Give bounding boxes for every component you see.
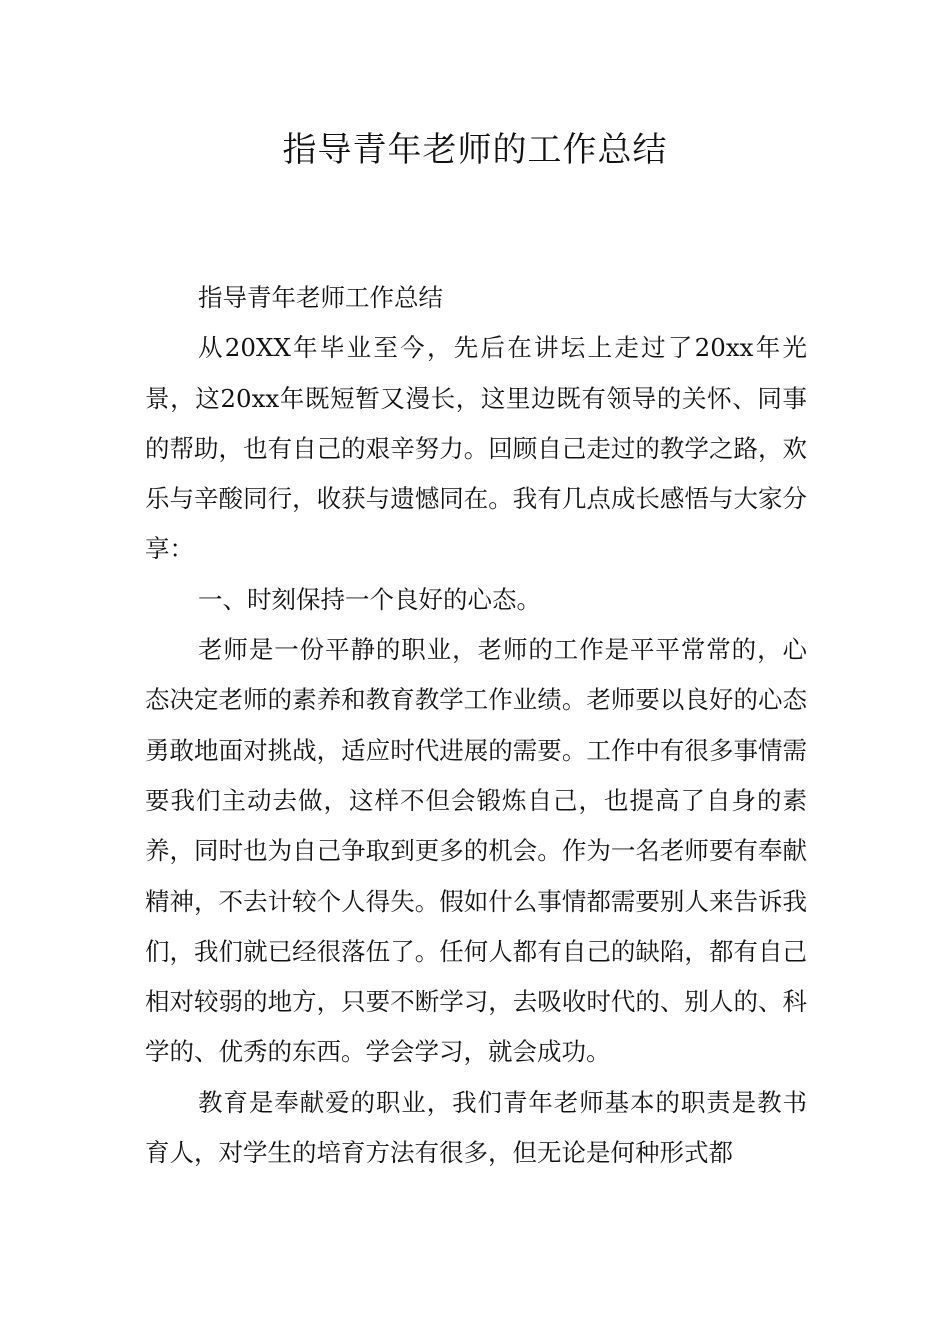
document-title: 指导青年老师的工作总结 [282,130,668,170]
paragraph-intro: 从20XX年毕业至今，先后在讲坛上走过了20xx年光景，这20xx年既短暂又漫长，这里边既有领导的关怀、同事的帮助，也有自己的艰辛努力。回顾自己走过的教学之路，欢乐与辛酸同行，收获与遗憾同在。我有几点成长感悟与大家分享： [145,333,807,564]
paragraph-subtitle: 指导青年老师工作总结 [198,283,443,312]
paragraph-heading-1: 一、时刻保持一个良好的心态。 [198,584,541,614]
paragraph-education: 教育是奉献爱的职业，我们青年老师基本的职责是教书育人，对学生的培育方法有很多，但无论是何种形式都 [145,1087,807,1168]
paragraph-mindset: 老师是一份平静的职业，老师的工作是平平常常的，心态决定老师的素养和教育教学工作业绩。老师要以良好的心态勇敢地面对挑战，适应时代进展的需要。工作中有很多事情需要我们主动去做，这样不但会锻炼自己，也提高了自身的素养，同时也为自己争取到更多的机会。作为一名老师要有奉献精神，不去计较个人得失。假如什么事情都需要别人来告诉我们，我们就已经很落伍了。任何人都有自己的缺陷，都有自己相对较弱的地方，只要不断学习，去吸收时代的、别人的、科学的、优秀的东西。学会学习，就会成功。 [145,635,807,1067]
document-body [145,273,807,1178]
